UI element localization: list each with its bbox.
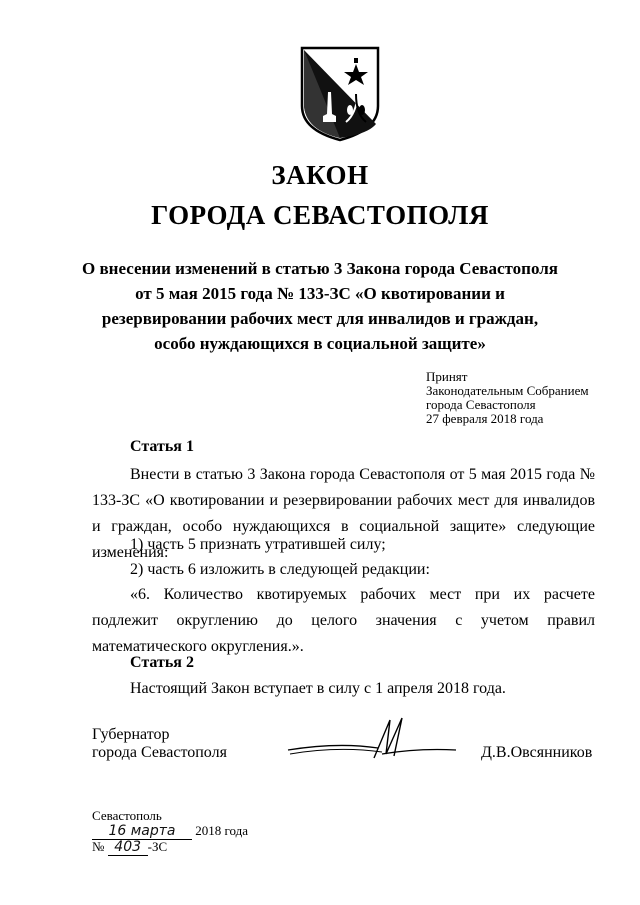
article-1-quote: «6. Количество квотируемых рабочих мест при их расчете подлежит округлению до целого значения с учетом правил математического округления.». <box>92 586 595 655</box>
adoption-line: города Севастополя <box>426 397 536 412</box>
handwritten-signature <box>278 714 458 774</box>
subject-line: резервировании рабочих мест для инвалидов и граждан, <box>101 309 539 328</box>
subject-line: О внесении изменений в статью 3 Закона города Севастополя <box>82 259 558 278</box>
signing-year: 2018 года <box>195 823 249 838</box>
article-1-item-1: 1) часть 5 признать утратившей силу; <box>130 536 386 553</box>
signatory-name: Д.В.Овсянников <box>481 744 593 761</box>
article-1-intro: Внести в статью 3 Закона города Севастополя от 5 мая 2015 года № 133-ЗС «О квотировании и резервировании рабочих мест для инвалидов и граждан, особо нуждающихся в социальной защите» следующие изменения: <box>92 466 595 561</box>
subject-line: от 5 мая 2015 года № 133-ЗС «О квотировании и <box>135 284 505 303</box>
coat-of-arms-emblem <box>298 44 382 142</box>
signing-date <box>92 823 248 840</box>
article-2-text: Настоящий Закон вступает в силу с 1 апреля 2018 года. <box>130 680 506 697</box>
adoption-date: 27 февраля 2018 года <box>426 411 544 426</box>
article-2-heading: Статья 2 <box>130 654 194 671</box>
adoption-line: Законодательным Собранием <box>426 383 589 398</box>
subject-line: особо нуждающихся в социальной защите» <box>154 334 486 353</box>
adoption-note <box>426 370 589 426</box>
number-sign: № <box>92 839 105 854</box>
number-suffix: -ЗС <box>147 839 168 854</box>
article-1-item-2: 2) часть 6 изложить в следующей редакции: <box>130 561 430 578</box>
article-1-heading: Статья 1 <box>130 438 194 455</box>
document-type-title: ЗАКОН <box>271 160 369 190</box>
law-subject <box>60 256 580 356</box>
issuer-title: ГОРОДА СЕВАСТОПОЛЯ <box>151 200 489 230</box>
position-line: Губернатор <box>92 726 170 743</box>
handwritten-date: 16 марта <box>92 823 192 840</box>
handwritten-number: 403 <box>108 839 148 856</box>
position-line: города Севастополя <box>92 744 227 761</box>
signatory-position <box>92 726 227 762</box>
place-of-signing: Севастополь <box>92 808 162 823</box>
adoption-line: Принят <box>426 369 468 384</box>
law-number <box>92 839 167 856</box>
